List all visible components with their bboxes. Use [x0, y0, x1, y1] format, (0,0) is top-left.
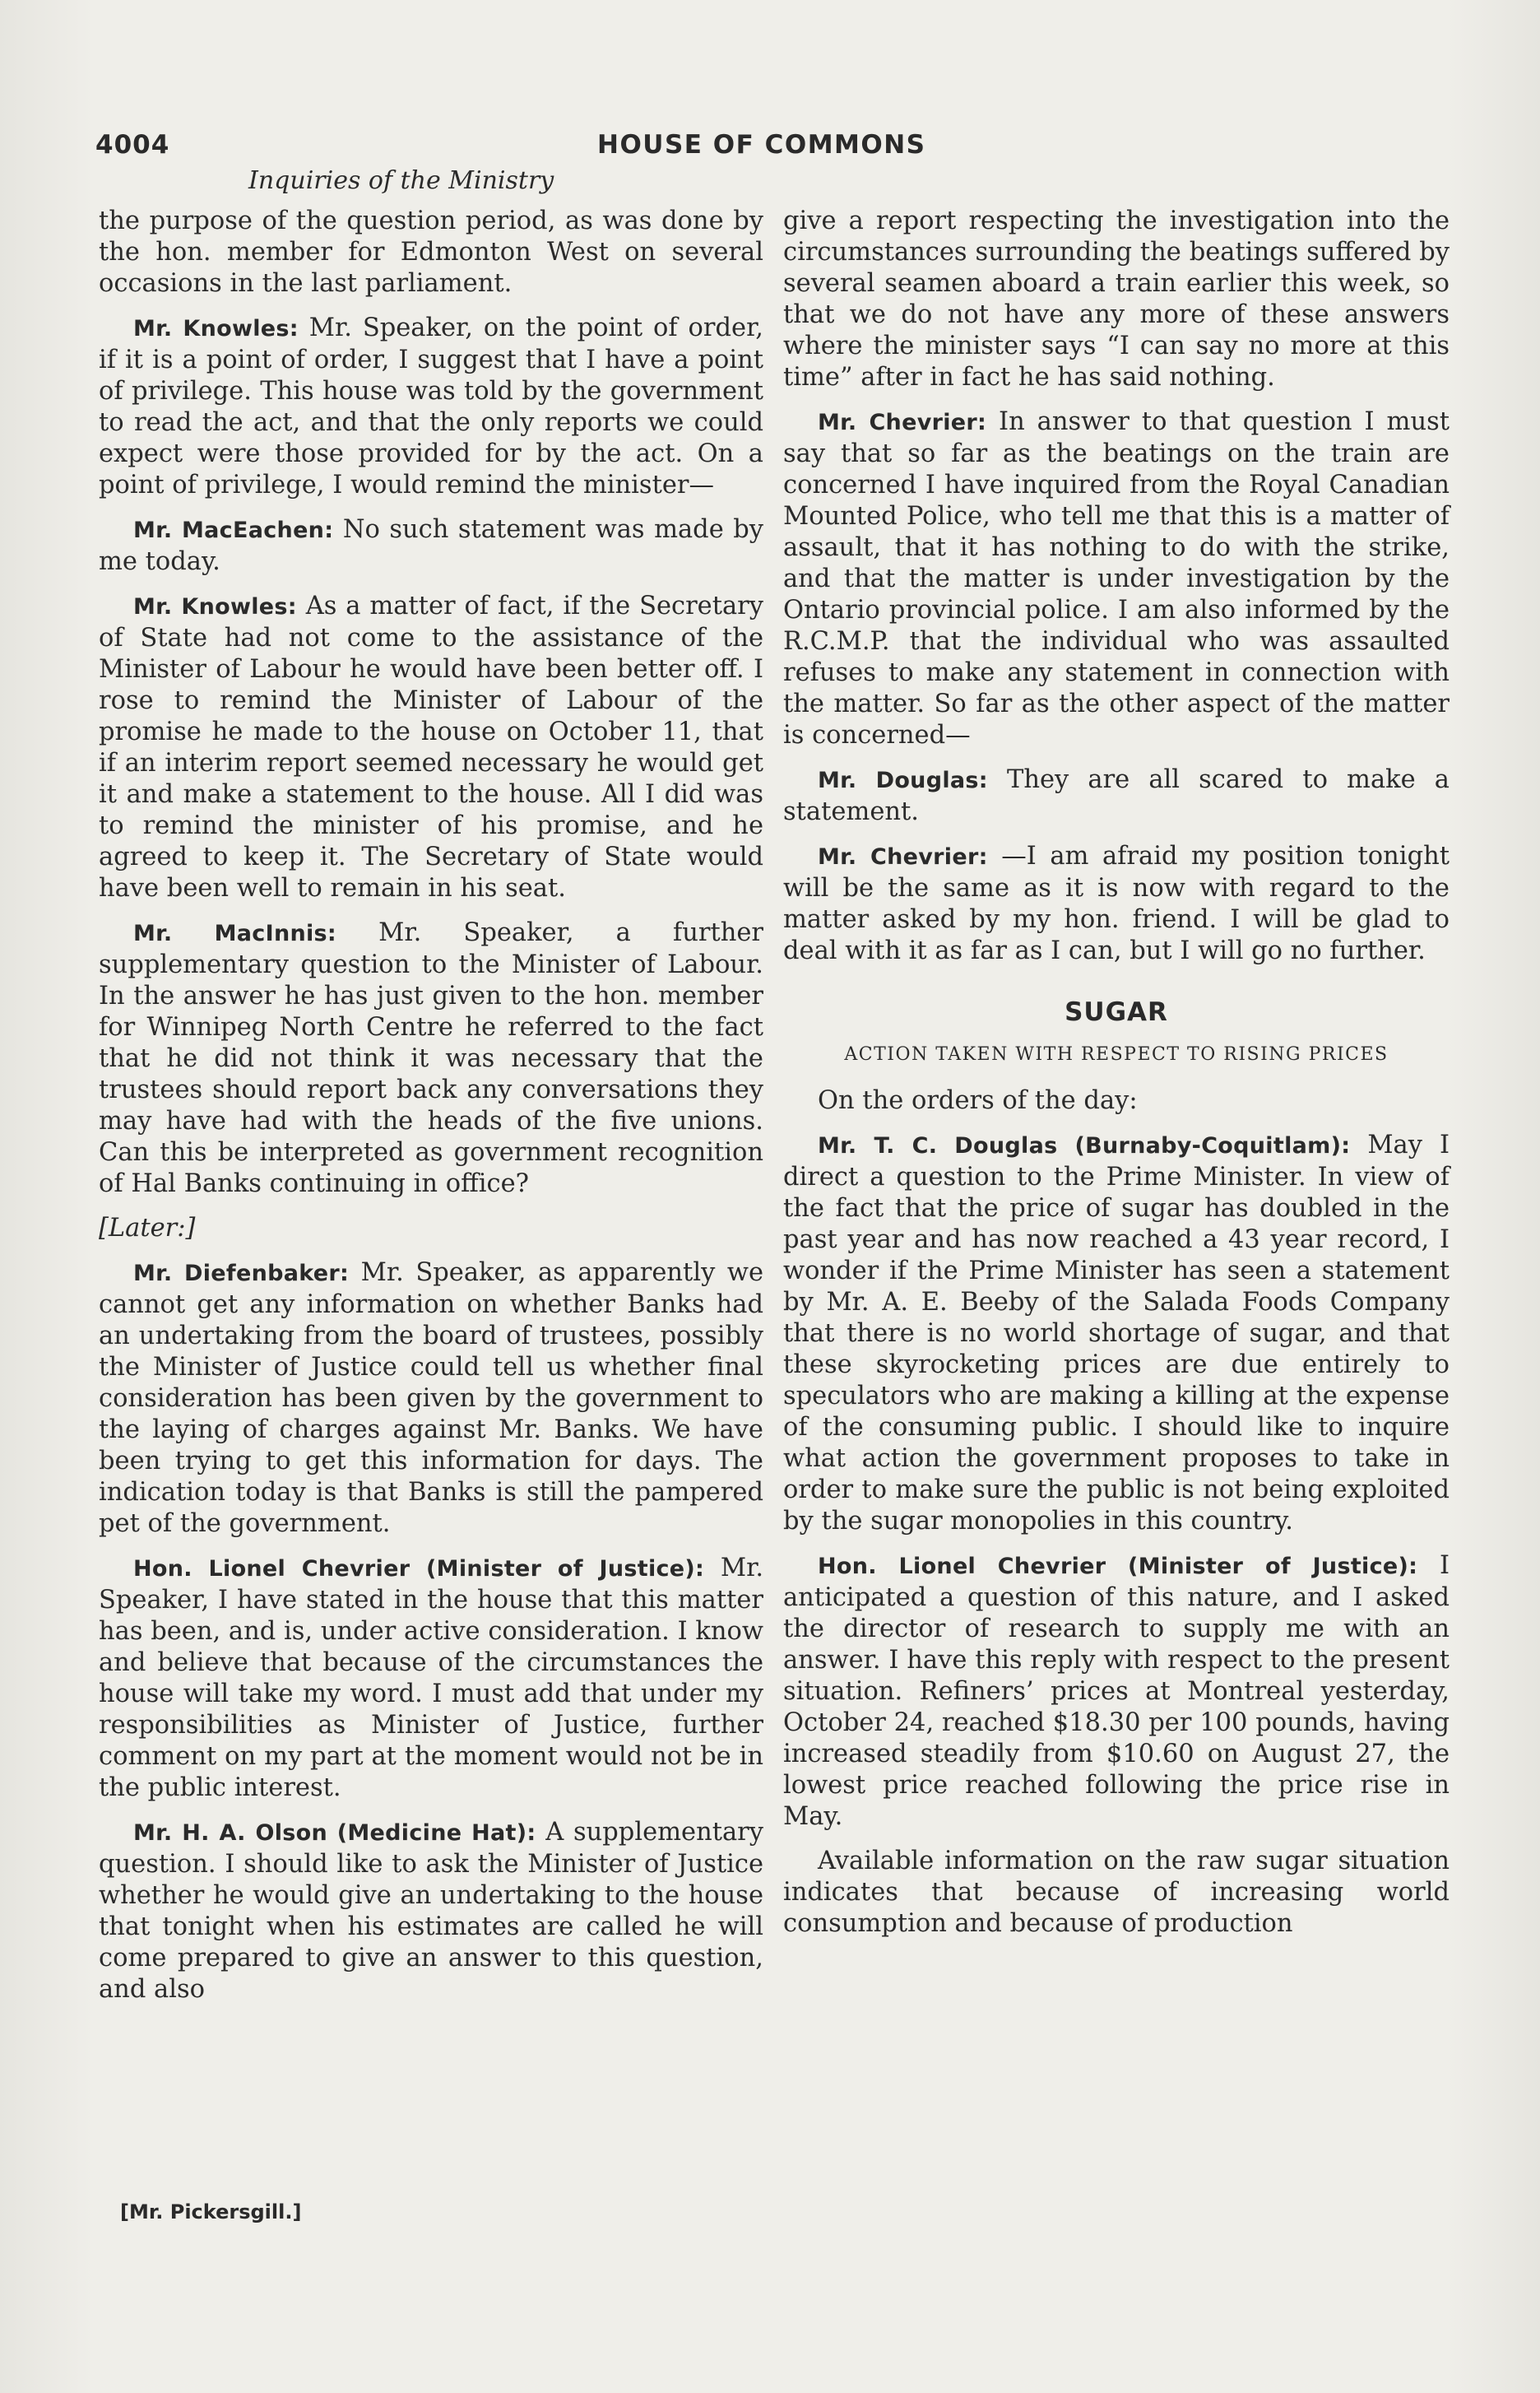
- speech-text: No such statement was made by me today.: [99, 515, 763, 576]
- speech-text: In answer to that question I must say that so far as the beatings on the train are concerned I have inquired from the Royal Canadian Mounted Police, who tell me that this is a matter of assault, that it has nothing to do with the strike, and that the matter is under investigation by the Ontario provincial police. I am also informed by the R.C.M.P. that the individual who was assaulted refuses to make any statement in connection with the matter. So far as the other aspect of the matter is concerned—: [783, 407, 1450, 750]
- speech-text: As a matter of fact, if the Secretary of State had not come to the assistance of the Minister of Labour he would have been better off. I rose to remind the Minister of Labour of the promise he made to the house on October 11, that if an interim report seemed necessary he would get it and make a statement to the house. All I did was to remind the minister of his promise, and he agreed to keep it. The Secretary of State would have been well to remain in his seat.: [99, 592, 763, 903]
- speech-paragraph: [99, 313, 763, 501]
- speech-text: They are all scared to make a statement.: [783, 765, 1450, 826]
- speech-text: —I am afraid my position tonight will be the same as it is now with regard to the matter asked by my hon. friend. I will be glad to deal with it as far as I can, but I will go no further.: [783, 842, 1450, 965]
- speech-paragraph: [783, 841, 1450, 967]
- speech-paragraph: [783, 1550, 1450, 1833]
- page-header-title: HOUSE OF COMMONS: [597, 130, 926, 160]
- speaker-name: Mr. Chevrier:: [818, 844, 988, 870]
- speech-text: A supplementary question. I should like to ask the Minister of Justice whether he would give an undertaking to the house that tonight when his estimates are called he will come prepared to give an answer to this question, and also: [99, 1818, 763, 2004]
- speech-paragraph: [99, 1553, 763, 1804]
- speaker-name: Mr. Knowles:: [133, 594, 297, 620]
- speech-text: give a report respecting the investigation into the circumstances surrounding the beatings suffered by several seamen aboard a train earlier this week, so that we do not have any more of these answers where the minister says “I can say no more at this time” after in fact he has said nothing.: [783, 207, 1450, 392]
- right-column: [783, 206, 1450, 1953]
- speech-paragraph: [783, 764, 1450, 828]
- speaker-name: Mr. MacInnis:: [133, 921, 337, 946]
- speech-text: Mr. Speaker, I have stated in the house that this matter has been, and is, under active consideration. I know and believe that because of the circumstances the house will take my word. I must add that under my responsibilities as Minister of Justice, further comment on my part at the moment would not be in the public interest.: [99, 1554, 764, 1802]
- speech-text: Mr. Speaker, on the point of order, if it is a point of order, I suggest that I have a point of privilege. This house was told by the government to read the act, and that the only reports we could expect were those provided for by the act. On a point of privilege, I would remind the minister—: [99, 314, 763, 500]
- later-marker: [Later:]: [99, 1214, 196, 1243]
- speech-paragraph: [99, 1817, 763, 2005]
- speech-paragraph: [783, 1130, 1450, 1537]
- speaker-name: Hon. Lionel Chevrier (Minister of Justice):: [133, 1556, 705, 1582]
- speaker-name: Mr. Douglas:: [818, 768, 988, 793]
- section-subhead: Inquiries of the Ministry: [248, 166, 554, 195]
- speaker-name: Hon. Lionel Chevrier (Minister of Justice):: [818, 1554, 1418, 1579]
- speech-text: I anticipated a question of this nature, and I asked the director of research to supply me with an answer. I have this reply with respect to the present situation. Refiners’ prices at Montreal yesterday, October 24, reached $18.30 per 100 pounds, having increased steadily from $10.60 on August 27, the lowest price reached following the price rise in May.: [783, 1551, 1450, 1831]
- section-subheading: ACTION TAKEN WITH RESPECT TO RISING PRICES: [844, 1044, 1389, 1065]
- page-number: 4004: [95, 130, 170, 160]
- speech-paragraph: [99, 918, 763, 1200]
- speech-text: Mr. Speaker, as apparently we cannot get any information on whether Banks had an undertaking from the board of trustees, possibly the Minister of Justice could tell us whether final consideration has been given by the government to the laying of charges against Mr. Banks. We have been trying to get this information for days. The indication today is that Banks is still the pampered pet of the government.: [99, 1258, 763, 1538]
- left-column: [99, 206, 763, 2019]
- running-head: [95, 130, 1450, 170]
- speech-text: Available information on the raw sugar situation indicates that because of increasing world consumption and because of production: [783, 1847, 1450, 1938]
- orders-line: On the orders of the day:: [818, 1086, 1138, 1115]
- speech-text: May I direct a question to the Prime Minister. In view of the fact that the price of sugar has doubled in the past year and has now reached a 43 year record, I wonder if the Prime Minister has seen a statement by Mr. A. E. Beeby of the Salada Foods Company that there is no world shortage of sugar, and that these skyrocketing prices are due entirely to speculators who are making a killing at the expense of the consuming public. I should like to inquire what action the government proposes to take in order to make sure the public is not being exploited by the sugar monopolies in this country.: [783, 1131, 1450, 1536]
- speech-paragraph: [99, 514, 763, 578]
- speech-paragraph: [99, 591, 763, 904]
- speech-text: Mr. Speaker, a further supplementary question to the Minister of Labour. In the answer he has just given to the hon. member for Winnipeg North Centre he referred to the fact that he did not think it was necessary that the trustees should report back any conversations they may have had with the heads of the five unions. Can this be interpreted as government recognition of Hal Banks continuing in office?: [99, 918, 763, 1198]
- speaker-name: Mr. T. C. Douglas (Burnaby-Coquitlam):: [818, 1133, 1351, 1159]
- speech-paragraph: [783, 407, 1450, 751]
- speaker-name: Mr. H. A. Olson (Medicine Hat):: [133, 1820, 536, 1846]
- section-heading: SUGAR: [1065, 997, 1168, 1027]
- speech-paragraph: [99, 206, 763, 300]
- speaker-name: Mr. Diefenbaker:: [133, 1261, 350, 1286]
- speech-paragraph: [783, 206, 1450, 393]
- speech-paragraph: [783, 1846, 1450, 1940]
- speaker-name: Mr. Chevrier:: [818, 410, 987, 435]
- speaker-name: Mr. Knowles:: [133, 316, 299, 342]
- speech-paragraph: [99, 1257, 763, 1540]
- speaker-name: Mr. MacEachen:: [133, 518, 334, 543]
- speech-text: the purpose of the question period, as was done by the hon. member for Edmonton West on several occasions in the last parliament.: [99, 207, 763, 298]
- footer-note: [Mr. Pickersgill.]: [120, 2200, 302, 2223]
